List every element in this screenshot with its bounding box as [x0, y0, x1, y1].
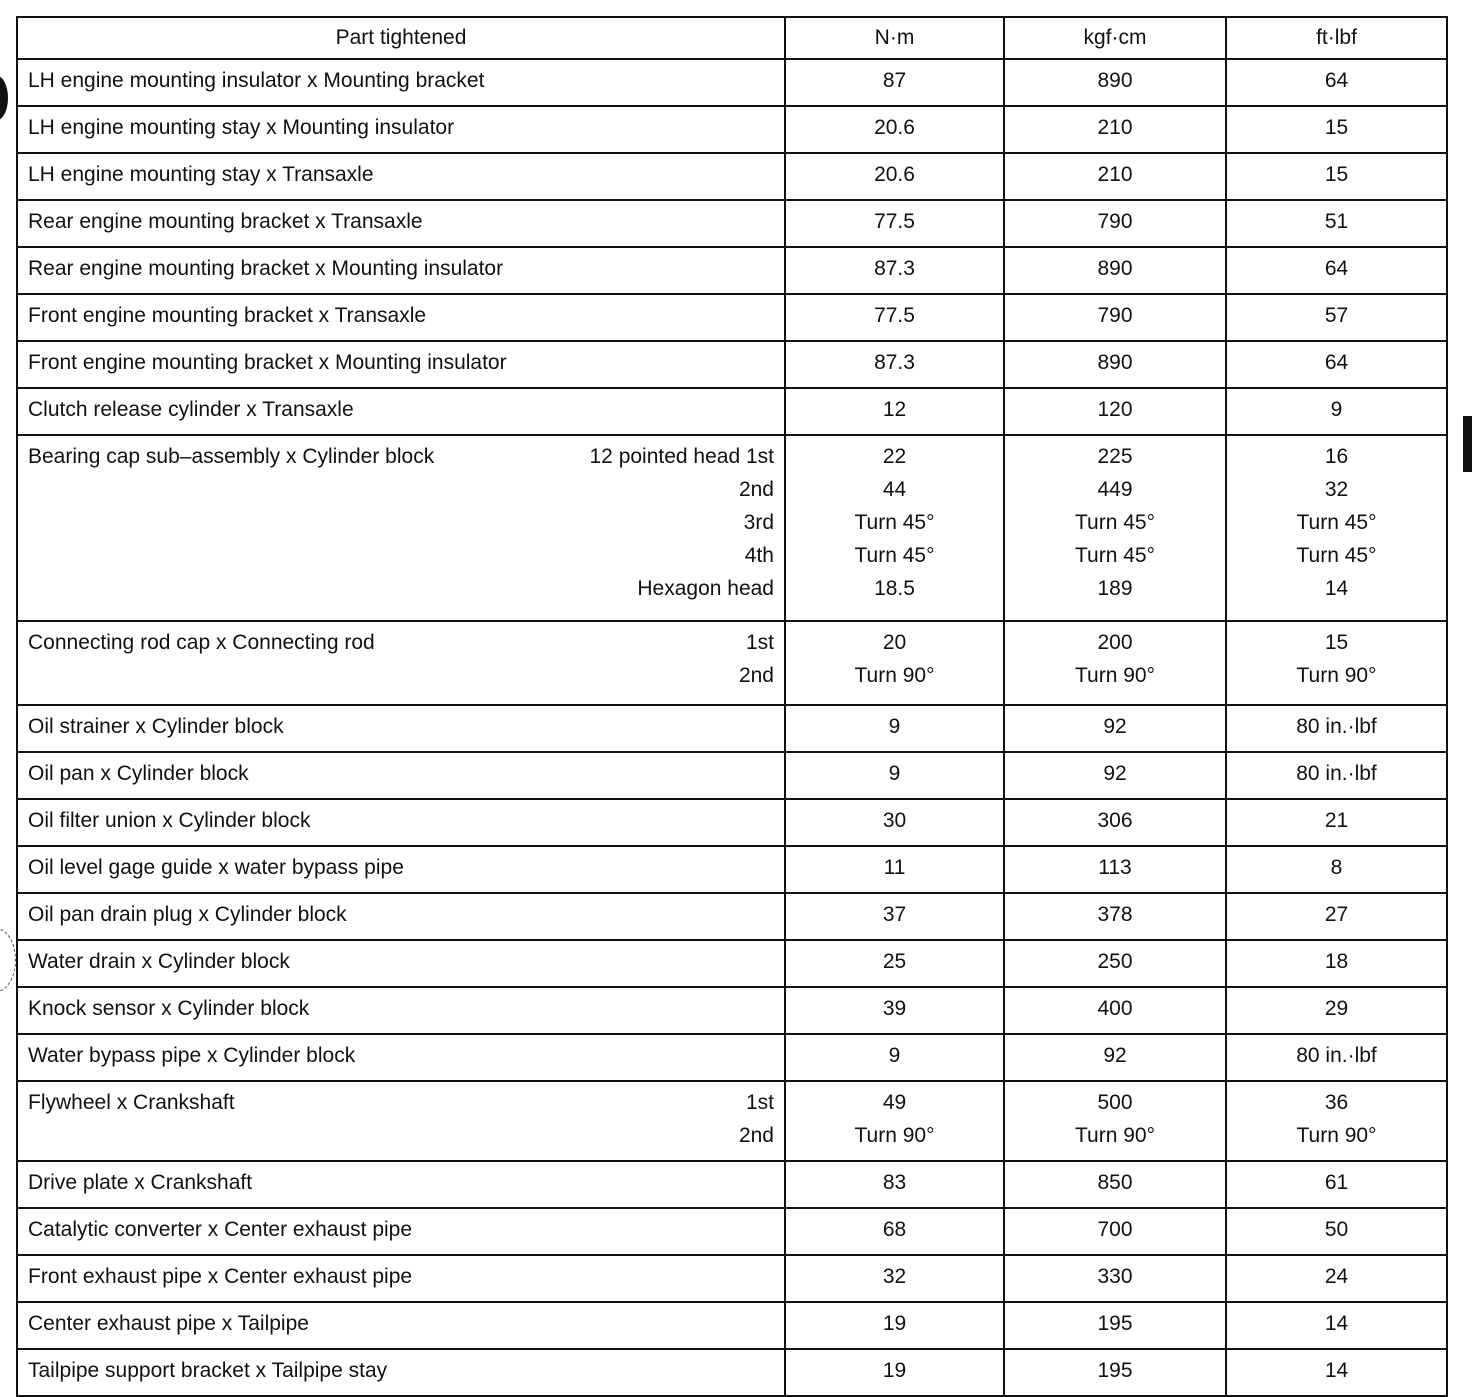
- part-cell: [17, 153, 785, 200]
- torque-nm-cell: [785, 893, 1004, 940]
- torque-value: 120: [1097, 398, 1133, 421]
- table-row: [17, 106, 1447, 153]
- torque-value: 64: [1324, 69, 1349, 92]
- torque-value: 12: [882, 398, 907, 421]
- torque-value: 51: [1324, 210, 1349, 233]
- table-row: [17, 247, 1447, 294]
- torque-kgfcm-cell: [1004, 341, 1226, 388]
- torque-value: 32: [882, 1265, 907, 1288]
- torque-value: 330: [1097, 1265, 1133, 1288]
- part-cell: [17, 621, 785, 705]
- torque-value: 64: [1324, 351, 1349, 374]
- table-row: [17, 1302, 1447, 1349]
- torque-value: 30: [882, 809, 907, 832]
- torque-value: 9: [888, 762, 901, 785]
- torque-nm-cell: [785, 846, 1004, 893]
- part-name: Oil strainer x Cylinder block: [28, 715, 284, 738]
- torque-value: 80 in.·lbf: [1296, 1044, 1377, 1067]
- torque-nm-cell: [785, 1302, 1004, 1349]
- scan-artifact-left: [0, 76, 8, 120]
- table-row: [17, 940, 1447, 987]
- part-name: Front engine mounting bracket x Mounting insulator: [28, 351, 507, 374]
- torque-ftlbf-cell: [1226, 1081, 1447, 1161]
- part-cell: [17, 705, 785, 752]
- part-name: Water drain x Cylinder block: [28, 950, 290, 973]
- torque-value: 195: [1097, 1312, 1133, 1335]
- torque-ftlbf-cell: [1226, 621, 1447, 705]
- header-part-tightened: Part tightened: [17, 17, 785, 59]
- torque-value: 39: [882, 997, 907, 1020]
- torque-value: 20: [882, 631, 907, 654]
- torque-ftlbf-cell: [1226, 59, 1447, 106]
- torque-ftlbf-cell: [1226, 153, 1447, 200]
- table-row: [17, 388, 1447, 435]
- part-name: Water bypass pipe x Cylinder block: [28, 1044, 356, 1067]
- part-cell: [17, 846, 785, 893]
- torque-kgfcm-cell: [1004, 987, 1226, 1034]
- torque-value: 80 in.·lbf: [1296, 762, 1377, 785]
- torque-nm-cell: [785, 940, 1004, 987]
- part-name: Front exhaust pipe x Center exhaust pipe: [28, 1265, 413, 1288]
- torque-value: 18: [1324, 950, 1349, 973]
- torque-ftlbf-cell: [1226, 435, 1447, 621]
- torque-kgfcm-cell: [1004, 247, 1226, 294]
- torque-value: Turn 90°: [854, 664, 935, 687]
- torque-kgfcm-cell: [1004, 388, 1226, 435]
- part-name: Tailpipe support bracket x Tailpipe stay: [28, 1359, 388, 1382]
- torque-value: 77.5: [874, 210, 915, 233]
- torque-value: 49: [882, 1091, 907, 1114]
- torque-ftlbf-cell: [1226, 846, 1447, 893]
- torque-value: 15: [1324, 163, 1349, 186]
- torque-value: 790: [1097, 304, 1133, 327]
- torque-value: Turn 45°: [1296, 544, 1377, 567]
- part-cell: [17, 940, 785, 987]
- torque-kgfcm-cell: [1004, 200, 1226, 247]
- torque-value: Turn 45°: [854, 544, 935, 567]
- tightening-step-label: 2nd: [738, 478, 774, 501]
- torque-value: 400: [1097, 997, 1133, 1020]
- part-name: Oil level gage guide x water bypass pipe: [28, 856, 404, 879]
- header-nm: N·m: [785, 17, 1004, 59]
- torque-value: 87: [882, 69, 907, 92]
- tightening-step-label: 12 pointed head 1st: [589, 445, 774, 468]
- header-kgfcm: kgf·cm: [1004, 17, 1226, 59]
- scan-artifact-right: [1463, 416, 1472, 472]
- torque-nm-cell: [785, 1034, 1004, 1081]
- torque-value: 61: [1324, 1171, 1349, 1194]
- torque-value: Turn 90°: [1075, 664, 1155, 687]
- part-cell: [17, 59, 785, 106]
- tightening-step-label: 3rd: [743, 511, 774, 534]
- torque-value: 87.3: [874, 257, 915, 280]
- torque-value: 378: [1097, 903, 1133, 926]
- torque-kgfcm-cell: [1004, 621, 1226, 705]
- tightening-step-label: 2nd: [738, 1124, 774, 1147]
- torque-kgfcm-cell: [1004, 435, 1226, 621]
- torque-ftlbf-cell: [1226, 247, 1447, 294]
- torque-ftlbf-cell: [1226, 893, 1447, 940]
- table-row: [17, 59, 1447, 106]
- torque-nm-cell: [785, 1349, 1004, 1396]
- torque-ftlbf-cell: [1226, 1208, 1447, 1255]
- torque-kgfcm-cell: [1004, 153, 1226, 200]
- torque-kgfcm-cell: [1004, 294, 1226, 341]
- torque-value: 19: [882, 1359, 907, 1382]
- part-name: Drive plate x Crankshaft: [28, 1171, 253, 1194]
- part-cell: [17, 1349, 785, 1396]
- torque-kgfcm-cell: [1004, 893, 1226, 940]
- torque-kgfcm-cell: [1004, 705, 1226, 752]
- torque-ftlbf-cell: [1226, 987, 1447, 1034]
- torque-value: 890: [1097, 69, 1133, 92]
- torque-value: 92: [1103, 1044, 1127, 1067]
- part-name: Oil filter union x Cylinder block: [28, 809, 311, 832]
- part-cell: [17, 1255, 785, 1302]
- table-row: [17, 752, 1447, 799]
- torque-value: 15: [1324, 116, 1349, 139]
- torque-value: 37: [882, 903, 907, 926]
- part-name: LH engine mounting stay x Transaxle: [28, 163, 374, 186]
- torque-value: 27: [1324, 903, 1349, 926]
- torque-value: 200: [1097, 631, 1133, 654]
- torque-value: 890: [1097, 257, 1133, 280]
- torque-value: 16: [1324, 445, 1349, 468]
- torque-value: 210: [1097, 163, 1133, 186]
- torque-nm-cell: [785, 987, 1004, 1034]
- torque-value: 50: [1324, 1218, 1349, 1241]
- torque-kgfcm-cell: [1004, 1349, 1226, 1396]
- torque-value: 14: [1324, 577, 1349, 600]
- part-name: Center exhaust pipe x Tailpipe: [28, 1312, 309, 1335]
- torque-nm-cell: [785, 106, 1004, 153]
- torque-value: Turn 45°: [854, 511, 935, 534]
- table-row: [17, 1349, 1447, 1396]
- torque-value: 18.5: [874, 577, 915, 600]
- torque-kgfcm-cell: [1004, 1302, 1226, 1349]
- part-name: Oil pan x Cylinder block: [28, 762, 249, 785]
- part-name: LH engine mounting insulator x Mounting bracket: [28, 69, 485, 92]
- table-row: [17, 799, 1447, 846]
- torque-kgfcm-cell: [1004, 1255, 1226, 1302]
- part-name: Catalytic converter x Center exhaust pipe: [28, 1218, 413, 1241]
- torque-value: 8: [1330, 856, 1343, 879]
- torque-value: 9: [1330, 398, 1343, 421]
- table-body: [17, 59, 1447, 1396]
- torque-ftlbf-cell: [1226, 705, 1447, 752]
- part-name: Bearing cap sub–assembly x Cylinder block: [28, 445, 435, 468]
- table-row: [17, 705, 1447, 752]
- torque-value: 14: [1324, 1359, 1349, 1382]
- torque-kgfcm-cell: [1004, 1034, 1226, 1081]
- part-cell: [17, 435, 785, 621]
- torque-value: 20.6: [874, 163, 915, 186]
- torque-value: 225: [1097, 445, 1133, 468]
- torque-value: 195: [1097, 1359, 1133, 1382]
- torque-ftlbf-cell: [1226, 1302, 1447, 1349]
- torque-kgfcm-cell: [1004, 799, 1226, 846]
- table-row: [17, 846, 1447, 893]
- torque-value: 25: [882, 950, 907, 973]
- part-name: Rear engine mounting bracket x Transaxle: [28, 210, 423, 233]
- table-row: [17, 1161, 1447, 1208]
- torque-value: 80 in.·lbf: [1296, 715, 1377, 738]
- table-row: [17, 435, 1447, 621]
- part-cell: [17, 1034, 785, 1081]
- torque-ftlbf-cell: [1226, 940, 1447, 987]
- part-cell: [17, 987, 785, 1034]
- part-cell: [17, 106, 785, 153]
- torque-kgfcm-cell: [1004, 846, 1226, 893]
- part-cell: [17, 1302, 785, 1349]
- torque-nm-cell: [785, 1081, 1004, 1161]
- table-header-row: [17, 17, 1447, 59]
- torque-nm-cell: [785, 705, 1004, 752]
- table-row: [17, 893, 1447, 940]
- torque-value: 500: [1097, 1091, 1133, 1114]
- part-cell: [17, 1161, 785, 1208]
- torque-value: Turn 90°: [1075, 1124, 1155, 1147]
- torque-ftlbf-cell: [1226, 200, 1447, 247]
- part-cell: [17, 388, 785, 435]
- torque-ftlbf-cell: [1226, 106, 1447, 153]
- torque-nm-cell: [785, 621, 1004, 705]
- torque-value: 210: [1097, 116, 1133, 139]
- torque-nm-cell: [785, 200, 1004, 247]
- part-cell: [17, 799, 785, 846]
- torque-value: 19: [882, 1312, 907, 1335]
- torque-ftlbf-cell: [1226, 294, 1447, 341]
- torque-value: 189: [1097, 577, 1133, 600]
- torque-ftlbf-cell: [1226, 1349, 1447, 1396]
- torque-value: 57: [1324, 304, 1349, 327]
- table-row: [17, 1034, 1447, 1081]
- torque-value: 36: [1324, 1091, 1349, 1114]
- part-cell: [17, 893, 785, 940]
- part-cell: [17, 294, 785, 341]
- torque-value: 700: [1097, 1218, 1133, 1241]
- table-row: [17, 294, 1447, 341]
- torque-value: Turn 90°: [1296, 1124, 1377, 1147]
- part-name: Clutch release cylinder x Transaxle: [28, 398, 354, 421]
- torque-nm-cell: [785, 1208, 1004, 1255]
- torque-value: 21: [1324, 809, 1349, 832]
- table-row: [17, 1255, 1447, 1302]
- part-cell: [17, 341, 785, 388]
- header-ftlbf: ft·lbf: [1226, 17, 1447, 59]
- torque-value: 32: [1324, 478, 1349, 501]
- tightening-step-label: 1st: [745, 1091, 774, 1114]
- torque-value: 890: [1097, 351, 1133, 374]
- scan-artifact-circle: [0, 928, 16, 992]
- torque-kgfcm-cell: [1004, 1161, 1226, 1208]
- torque-value: 92: [1103, 715, 1127, 738]
- torque-value: 22: [882, 445, 907, 468]
- torque-value: 68: [882, 1218, 907, 1241]
- torque-nm-cell: [785, 799, 1004, 846]
- part-cell: [17, 1208, 785, 1255]
- torque-ftlbf-cell: [1226, 1161, 1447, 1208]
- part-cell: [17, 1081, 785, 1161]
- torque-value: 87.3: [874, 351, 915, 374]
- torque-kgfcm-cell: [1004, 752, 1226, 799]
- part-name: Front engine mounting bracket x Transaxle: [28, 304, 427, 327]
- torque-nm-cell: [785, 388, 1004, 435]
- torque-value: Turn 90°: [854, 1124, 935, 1147]
- table-row: [17, 1081, 1447, 1161]
- torque-nm-cell: [785, 59, 1004, 106]
- torque-value: 77.5: [874, 304, 915, 327]
- torque-ftlbf-cell: [1226, 799, 1447, 846]
- torque-nm-cell: [785, 1255, 1004, 1302]
- torque-value: 64: [1324, 257, 1349, 280]
- torque-value: 15: [1324, 631, 1349, 654]
- part-cell: [17, 247, 785, 294]
- torque-nm-cell: [785, 294, 1004, 341]
- torque-ftlbf-cell: [1226, 752, 1447, 799]
- part-name: Rear engine mounting bracket x Mounting insulator: [28, 257, 504, 280]
- torque-value: 250: [1097, 950, 1133, 973]
- torque-ftlbf-cell: [1226, 388, 1447, 435]
- tightening-step-label: 4th: [744, 544, 774, 567]
- table-row: [17, 1208, 1447, 1255]
- torque-kgfcm-cell: [1004, 1081, 1226, 1161]
- table-row: [17, 200, 1447, 247]
- torque-value: 24: [1324, 1265, 1349, 1288]
- torque-value: 83: [882, 1171, 907, 1194]
- torque-value: Turn 45°: [1075, 511, 1155, 534]
- torque-value: 44: [882, 478, 907, 501]
- torque-nm-cell: [785, 341, 1004, 388]
- torque-value: 306: [1097, 809, 1133, 832]
- torque-kgfcm-cell: [1004, 940, 1226, 987]
- tightening-step-label: Hexagon head: [637, 577, 774, 600]
- torque-value: 9: [888, 1044, 901, 1067]
- torque-value: 850: [1097, 1171, 1133, 1194]
- torque-nm-cell: [785, 153, 1004, 200]
- torque-value: 14: [1324, 1312, 1349, 1335]
- part-name: Knock sensor x Cylinder block: [28, 997, 310, 1020]
- part-cell: [17, 752, 785, 799]
- table-row: [17, 341, 1447, 388]
- torque-value: Turn 90°: [1296, 664, 1377, 687]
- torque-value: 449: [1097, 478, 1133, 501]
- torque-spec-table: [16, 16, 1448, 1397]
- torque-nm-cell: [785, 752, 1004, 799]
- torque-kgfcm-cell: [1004, 106, 1226, 153]
- torque-kgfcm-cell: [1004, 1208, 1226, 1255]
- torque-value: 11: [883, 856, 906, 879]
- torque-value: 92: [1103, 762, 1127, 785]
- torque-ftlbf-cell: [1226, 341, 1447, 388]
- part-cell: [17, 200, 785, 247]
- part-name: LH engine mounting stay x Mounting insulator: [28, 116, 455, 139]
- torque-value: 29: [1324, 997, 1349, 1020]
- torque-value: 790: [1097, 210, 1133, 233]
- torque-nm-cell: [785, 1161, 1004, 1208]
- table-row: [17, 153, 1447, 200]
- torque-value: Turn 45°: [1075, 544, 1155, 567]
- table-row: [17, 987, 1447, 1034]
- part-name: Connecting rod cap x Connecting rod: [28, 631, 375, 654]
- torque-value: Turn 45°: [1296, 511, 1377, 534]
- part-name: Oil pan drain plug x Cylinder block: [28, 903, 347, 926]
- part-name: Flywheel x Crankshaft: [28, 1091, 235, 1114]
- torque-kgfcm-cell: [1004, 59, 1226, 106]
- torque-ftlbf-cell: [1226, 1255, 1447, 1302]
- torque-value: 9: [888, 715, 901, 738]
- torque-value: 20.6: [874, 116, 915, 139]
- torque-nm-cell: [785, 247, 1004, 294]
- torque-value: 113: [1098, 856, 1132, 879]
- torque-nm-cell: [785, 435, 1004, 621]
- tightening-step-label: 1st: [745, 631, 774, 654]
- torque-ftlbf-cell: [1226, 1034, 1447, 1081]
- table-row: [17, 621, 1447, 705]
- tightening-step-label: 2nd: [738, 664, 774, 687]
